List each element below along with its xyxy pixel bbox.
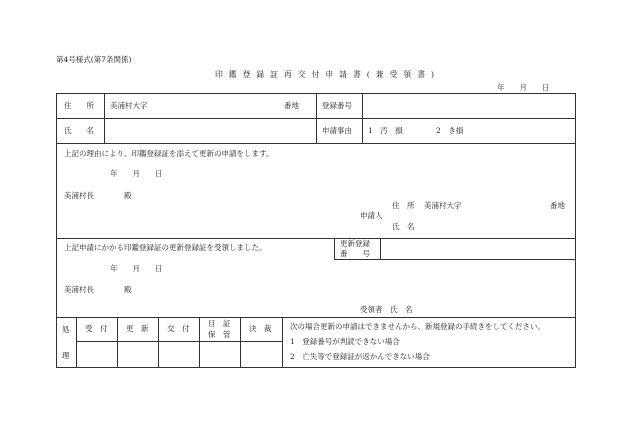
applicant-name-label: 氏 名: [392, 222, 415, 231]
reason-option-1[interactable]: 1 汚 損: [368, 126, 403, 135]
receipt-addressee: 美浦村長 殿: [64, 285, 132, 294]
divider: [117, 317, 118, 368]
application-statement: 上記の理由により、印鑑登録証を添えて更新の申請をします。: [64, 149, 274, 158]
divider: [56, 238, 576, 239]
divider: [158, 317, 159, 368]
divider: [316, 93, 317, 143]
form-number: 第4号様式(第7条関係): [56, 55, 132, 64]
divider: [362, 93, 363, 143]
divider: [334, 259, 576, 260]
divider: [56, 317, 576, 318]
name-label: 氏 名: [64, 126, 94, 135]
receipt-date: 年 月 日: [110, 264, 163, 273]
divider: [104, 93, 105, 143]
notes-intro: 次の場合更新の申請はできませんから、新規登録の手続きをしてください。: [290, 322, 545, 331]
applicant-banchi: 番地: [550, 201, 565, 210]
col-approval: 決 裁: [249, 324, 272, 333]
reason-label: 申請事由: [322, 126, 352, 135]
divider: [334, 238, 335, 259]
receipt-statement: 上記申請にかかる印鑑登録証の更新登録証を受領しました。: [64, 243, 267, 252]
note-item: 1 登録番号が判読できない場合: [290, 337, 400, 346]
date-line: 年 月 日: [497, 83, 550, 92]
divider: [76, 341, 282, 342]
processing-label-1: 処: [62, 325, 70, 334]
note-item: 2 亡失等で登録証が返かんできない場合: [290, 352, 430, 361]
address-label: 住 所: [64, 101, 94, 110]
col-reception: 受 付: [85, 324, 108, 333]
application-addressee: 美浦村長 殿: [64, 191, 132, 200]
application-date: 年 月 日: [110, 169, 163, 178]
col-storage-1: 目 証: [208, 319, 231, 328]
divider: [380, 238, 381, 259]
reg-no-label: 登録番号: [322, 101, 352, 110]
new-reg-label-2: 番 号: [340, 249, 370, 258]
col-renewal: 更 新: [126, 324, 149, 333]
receiver-label: 受領者 氏 名: [360, 305, 413, 314]
divider: [199, 317, 200, 368]
address-value: 美浦村大字: [110, 101, 148, 110]
new-reg-label-1: 更新登録: [340, 239, 370, 248]
col-issuance: 交 付: [167, 324, 190, 333]
divider: [282, 317, 283, 368]
applicant-address-value: 美浦村大字: [424, 201, 462, 210]
divider: [240, 317, 241, 368]
col-storage-2: 保 管: [208, 330, 231, 339]
form-title: 印鑑登録証再交付申請書(兼受領書): [215, 70, 441, 79]
reason-option-2[interactable]: 2 き損: [436, 126, 464, 135]
divider: [76, 317, 77, 368]
processing-label-2: 理: [62, 351, 70, 360]
applicant-label: 申請人: [360, 211, 383, 220]
applicant-address-label: 住 所: [392, 201, 415, 210]
banchi-label: 番地: [284, 101, 299, 110]
divider: [56, 143, 576, 144]
